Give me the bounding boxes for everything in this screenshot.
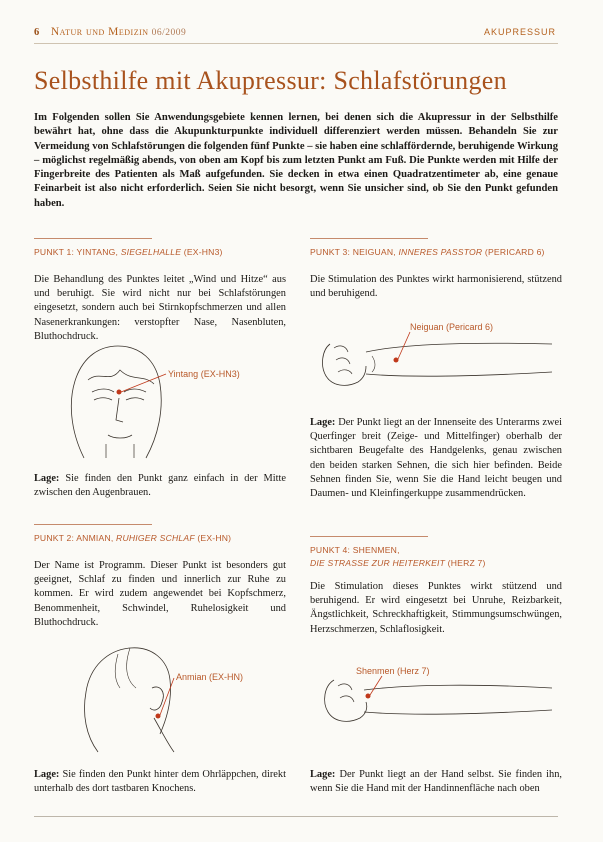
face-illustration [40, 340, 290, 462]
point-4-location: Lage: Der Punkt liegt an der Hand selbst. Sie finden ihn, wenn Sie die Hand mit der Handinnenfläche nach oben [310, 769, 562, 795]
forearm-illustration-neiguan [312, 314, 564, 400]
point-1-heading: PUNKT 1: YINTANG, SIEGELHALLE (EX-HN3) [34, 238, 286, 259]
forearm-illustration-shenmen [312, 662, 564, 738]
magazine-name: Natur und Medizin [50, 26, 149, 38]
yintang-callout: Yintang (EX-HN3) [168, 369, 240, 379]
point-1-body: Die Behandlung des Punktes leitet „Wind und Hitze“ aus und beruhigt. Sie wird nicht nur bei Schlafstörungen eingesetzt, sondern auch bei Stirnkopfschmerzen und allen Nasenerkrankungen: verstopfter Nase, Nasenbluten, Bluthochdruck. [34, 274, 286, 342]
point-2-body: Der Name ist Programm. Dieser Punkt ist besonders gut geeignet, Schlaf zu finden und innerlich zur Ruhe zu kommen. Er wird zudem angewendet bei Kopfschmerz, Benommenheit, Schwindel, Ruhelosigkeit und Bluthochdruck. [34, 560, 286, 628]
point-3-heading: PUNKT 3: NEIGUAN, INNERES PASSTOR (PERICARD 6) [310, 238, 562, 259]
point-2-heading: PUNKT 2: ANMIAN, RUHIGER SCHLAF (EX-HN) [34, 524, 286, 545]
page-number: 6 [34, 27, 40, 38]
head-profile-illustration [70, 636, 290, 754]
point-2-section [34, 524, 286, 630]
point-2-location: Lage: Sie finden den Punkt hinter dem Ohrläppchen, direkt unterhalb des dort tastbaren Knochens. [34, 769, 286, 795]
point-4-section [310, 536, 562, 637]
section-label: AKUPRESSUR [483, 27, 556, 37]
anmian-point-marker [156, 714, 161, 719]
neiguan-callout: Neiguan (Pericard 6) [410, 322, 494, 332]
shenmen-callout: Shenmen (Herz 7) [356, 666, 430, 676]
yintang-point-marker [117, 390, 122, 395]
point-1-section [34, 238, 286, 344]
point-3-location: Lage: Der Punkt liegt an der Innenseite des Unterarms zwei Querfinger breit (Zeige- und Mittelfinger) oberhalb der sichtbaren Beugefalte des Handgelenks, genau zwischen den beiden starken Sehnen, die sich hier befinden. Beide Sehnen finden Sie, wenn Sie die Hand leicht beugen und Daumen- und Kleinfingerkuppe zusammendrücken. [310, 417, 562, 500]
point-3-section [310, 238, 562, 301]
page-title: Selbsthilfe mit Akupressur: Schlafstörungen [34, 66, 507, 95]
issue-number: 06/2009 [151, 28, 187, 38]
neiguan-point-marker [394, 358, 399, 363]
anmian-callout: Anmian (EX-HN) [176, 672, 244, 682]
header-rule [34, 43, 558, 44]
point-3-body: Die Stimulation des Punktes wirkt harmonisierend, stützend und beruhigend. [310, 274, 562, 300]
running-header [34, 26, 556, 38]
point-1-location: Lage: Sie finden den Punkt ganz einfach in der Mitte zwischen den Augenbrauen. [34, 473, 286, 499]
intro-paragraph: Im Folgenden sollen Sie Anwendungsgebiete kennen lernen, bei denen sich die Akupressur in der Selbsthilfe bewährt hat, ohne dass die Akupunkturpunkte individuell differenziert werden müssen. Behandeln Sie zur Vermeidung von Schlafstörungen die folgenden fünf Punkte – sie haben eine schlaffördernde, beruhigende Wirkung – möglichst regelmäßig abends, von oben am Kopf bis zum letzten Punkt am Fuß. Die Punkte werden mit Hilfe der Fingerbreite des Patienten als Maß aufgefunden. Sie decken in etwa einen Quadratzentimeter ab, eine genaue Feinarbeit ist also nicht erforderlich. Seien Sie nicht besorgt, wenn Sie unsicher sind, ob Sie den Punkt gefunden haben. [34, 112, 558, 209]
shenmen-point-marker [366, 694, 371, 699]
point-4-body: Die Stimulation dieses Punktes wirkt stützend und beruhigend. Er wird eingesetzt bei Unruhe, Reizbarkeit, Ängstlichkeit, Schreckhaftigkeit, Stimmungsumschwüngen, Herzschmerzen, Schlaflosigkeit. [310, 581, 562, 635]
point-4-heading: PUNKT 4: SHENMEN, DIE STRASSE ZUR HEITERKEIT (HERZ 7) [310, 536, 562, 570]
footer-rule [34, 816, 558, 817]
